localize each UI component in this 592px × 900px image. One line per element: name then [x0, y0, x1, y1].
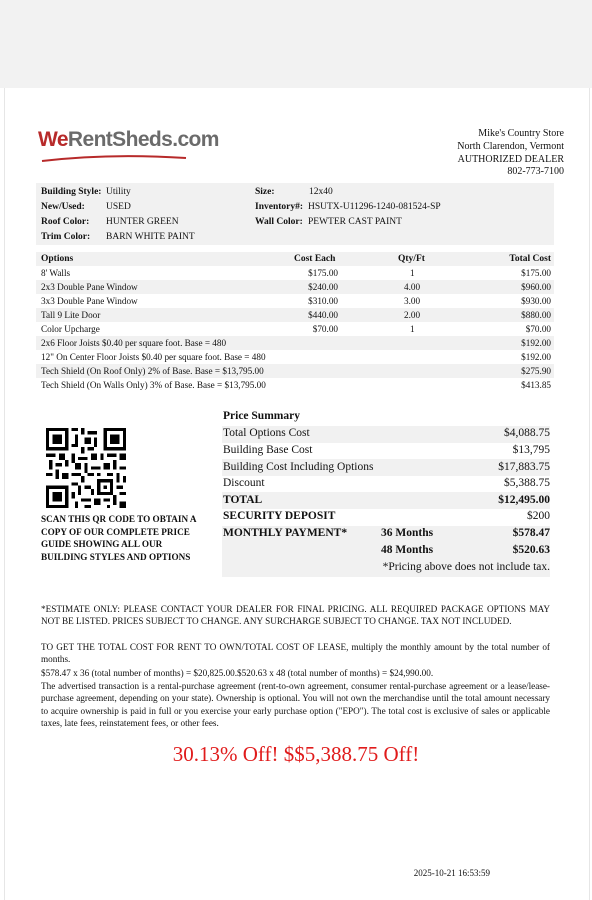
roof-color-label: Roof Color: — [41, 217, 90, 227]
option-name: Tech Shield (On Walls Only) 3% of Base. Base = $13,795.00 — [41, 380, 266, 390]
summary-label: Building Cost Including Options — [223, 461, 374, 473]
summary-row — [222, 476, 550, 493]
option-total: $960.00 — [521, 282, 551, 292]
estimate-disclaimer: *ESTIMATE ONLY: PLEASE CONTACT YOUR DEALER FOR FINAL PRICING. ALL REQUIRED PACKAGE OPTIONS MAY NOT BE LISTED. PRICES SUBJECT TO CHANGE. ANY SURCHARGE SUBJECT TO CHANGE. TAX NOT INCLUDED. — [41, 604, 550, 627]
option-name: 12" On Center Floor Joists $0.40 per square foot. Base = 480 — [41, 352, 266, 362]
option-total: $192.00 — [521, 338, 551, 348]
total-cost-instructions: TO GET THE TOTAL COST FOR RENT TO OWN/TOTAL COST OF LEASE, multiply the monthly amount by the total number of months. — [41, 642, 550, 665]
dealer-name: Mike's Country Store — [478, 128, 564, 139]
inventory-label: Inventory#: — [255, 202, 304, 212]
dealer-role: AUTHORIZED DEALER — [457, 153, 564, 165]
option-qty: 1 — [410, 268, 415, 278]
summary-value: $4,088.75 — [504, 427, 550, 439]
option-total: $930.00 — [521, 296, 551, 306]
option-cost: $240.00 — [308, 282, 338, 292]
table-row — [36, 308, 554, 322]
new-used-label: New/Used: — [41, 202, 85, 212]
option-cost: $175.00 — [308, 268, 338, 278]
timestamp: 2025-10-21 16:53:59 — [413, 868, 490, 878]
option-name: 2x3 Double Pane Window — [41, 282, 138, 292]
tax-note: *Pricing above does not include tax. — [382, 561, 550, 573]
total-cost-header: Total Cost — [509, 254, 551, 264]
option-cost: $310.00 — [308, 296, 338, 306]
roof-color-value: HUNTER GREEN — [106, 217, 179, 227]
option-qty: 3.00 — [404, 296, 421, 306]
size-label: Size: — [255, 187, 275, 197]
summary-label: Discount — [223, 477, 265, 489]
dealer-info — [457, 128, 564, 179]
option-name: 2x6 Floor Joists $0.40 per square foot. Base = 480 — [41, 338, 227, 348]
term-36-label: 36 Months — [381, 527, 434, 539]
summary-total-value: $12,495.00 — [498, 494, 550, 506]
option-name: Tall 9 Lite Door — [41, 310, 101, 320]
option-name: 3x3 Double Pane Window — [41, 296, 138, 306]
option-name: 8' Walls — [41, 268, 71, 278]
summary-total-label: TOTAL — [223, 494, 263, 506]
wall-color-label: Wall Color: — [255, 217, 303, 227]
term-36-payment: $578.47 — [512, 527, 550, 539]
cost-each-header: Cost Each — [294, 254, 336, 264]
summary-label: Building Base Cost — [223, 444, 313, 456]
qr-caption-line: SCAN THIS QR CODE TO OBTAIN A — [41, 514, 197, 524]
price-summary-title: Price Summary — [223, 410, 300, 422]
logo-swoosh-icon — [40, 152, 188, 164]
option-qty: 1 — [410, 324, 415, 334]
dealer-location: North Clarendon, Vermont — [457, 140, 564, 152]
qr-caption-line: GUIDE SHOWING ALL OUR — [41, 539, 163, 550]
option-total: $413.85 — [521, 380, 551, 390]
summary-deposit-value: $200 — [527, 510, 550, 522]
option-total: $275.90 — [521, 366, 551, 376]
table-row — [36, 322, 554, 336]
brand-logo: WeRentSheds.com — [38, 128, 219, 151]
options-header: Options — [41, 254, 74, 264]
monthly-payment-label: MONTHLY PAYMENT* — [223, 527, 348, 539]
summary-value: $17,883.75 — [498, 461, 550, 473]
option-cost: $440.00 — [308, 310, 338, 320]
option-name: Tech Shield (On Roof Only) 2% of Base. Base = $13,795.00 — [41, 366, 264, 376]
building-style-label: Building Style: — [41, 187, 102, 197]
option-qty: 2.00 — [404, 310, 421, 320]
term-48-label: 48 Months — [381, 544, 434, 556]
size-value: 12x40 — [309, 187, 333, 197]
summary-deposit-label: SECURITY DEPOSIT — [223, 510, 336, 522]
option-cost: $70.00 — [312, 324, 338, 334]
top-background — [0, 0, 592, 88]
legal-disclaimer: The advertised transaction is a rental-purchase agreement (rent-to-own agreement, consumer rental-purchase agreement or a lease/lease-purchase agreement, depending on your state). Ownership is optional. You will not own the merchandise until the total amount necessary to acquire ownership is paid in full or you exercise your early purchase option ("EPO"). The total cost is exclusive of sales or applicable taxes, late fees, reinstatement fees, or other fees. — [41, 681, 550, 729]
summary-value: $13,795 — [512, 444, 550, 456]
payment-calculation: $578.47 x 36 (total number of months) = $20,825.00.$520.63 x 48 (total number of months) = $24,990.00. — [41, 668, 434, 678]
trim-color-label: Trim Color: — [41, 232, 91, 242]
option-total: $70.00 — [525, 324, 551, 334]
option-total: $880.00 — [521, 310, 551, 320]
table-row — [36, 266, 554, 280]
discount-offer: 30.13% Off! $$5,388.75 Off! — [172, 742, 420, 766]
summary-label: Total Options Cost — [223, 427, 310, 439]
option-name: Color Upcharge — [41, 324, 100, 334]
summary-value: $5,388.75 — [504, 477, 550, 489]
qr-code-icon — [46, 428, 126, 508]
new-used-value: USED — [106, 202, 131, 212]
qr-caption — [41, 513, 197, 563]
qr-caption-line: BUILDING STYLES AND OPTIONS — [41, 551, 191, 562]
building-style-value: Utility — [106, 187, 131, 197]
qty-header: Qty/Ft — [398, 254, 425, 264]
wall-color-value: PEWTER CAST PAINT — [308, 217, 402, 227]
qr-caption-line: COPY OF OUR COMPLETE PRICE — [41, 526, 190, 537]
option-qty: 4.00 — [404, 282, 421, 292]
dealer-phone: 802-773-7100 — [507, 166, 564, 178]
inventory-value: HSUTX-U11296-1240-081524-SP — [308, 202, 441, 212]
option-total: $192.00 — [521, 352, 551, 362]
option-total: $175.00 — [521, 268, 551, 278]
term-48-payment: $520.63 — [512, 544, 550, 556]
trim-color-value: BARN WHITE PAINT — [106, 232, 195, 242]
